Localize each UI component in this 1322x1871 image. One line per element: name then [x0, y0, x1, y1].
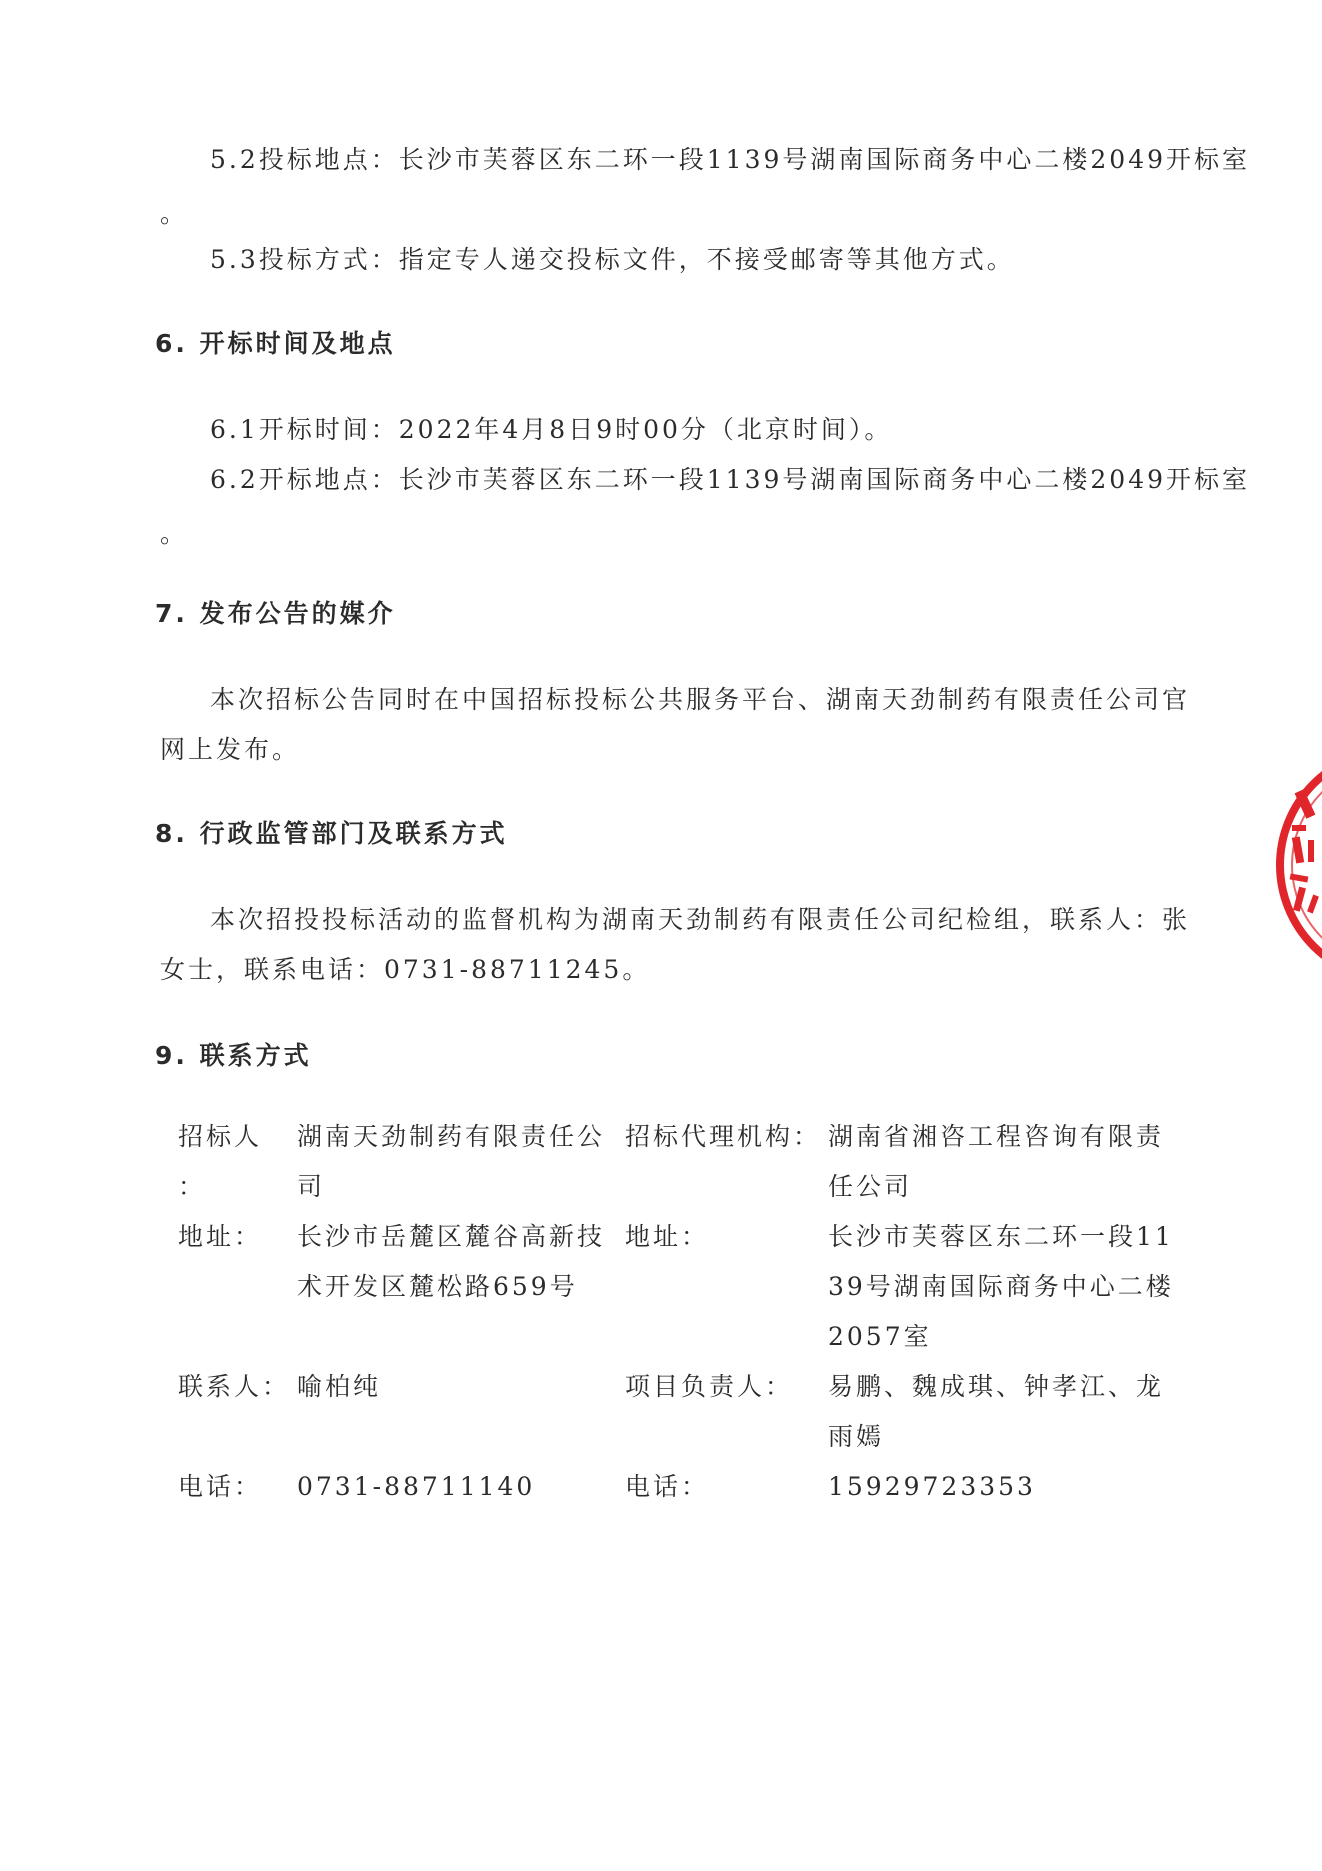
item-5-3: 5.3投标方式：指定专人递交投标文件，不接受邮寄等其他方式。: [210, 245, 1015, 274]
tenderer-value-line1: 湖南天劲制药有限责任公: [297, 1122, 606, 1151]
tenderer-label-line2: ：: [178, 1172, 207, 1201]
contact-value: 喻柏纯: [297, 1372, 382, 1401]
section-8-line2: 女士，联系电话：0731-88711245。: [160, 955, 651, 984]
item-5-2-line2: 。: [160, 199, 189, 228]
item-5-2-line1: 5.2投标地点：长沙市芙蓉区东二环一段1139号湖南国际商务中心二楼2049开标室: [210, 145, 1251, 174]
phone-value-left: 0731-88711140: [297, 1472, 536, 1501]
pm-label: 项目负责人：: [625, 1372, 794, 1401]
agency-value-line1: 湖南省湘咨工程咨询有限责: [828, 1122, 1165, 1151]
address-value-left-line1: 长沙市岳麓区麓谷高新技: [297, 1222, 606, 1251]
item-6-2-line1: 6.2开标地点：长沙市芙蓉区东二环一段1139号湖南国际商务中心二楼2049开标室: [210, 465, 1251, 494]
address-value-right-line2: 39号湖南国际商务中心二楼: [828, 1272, 1174, 1301]
section-8-heading: 8. 行政监管部门及联系方式: [155, 819, 508, 848]
pm-value-line1: 易鹏、魏成琪、钟孝江、龙: [828, 1372, 1165, 1401]
agency-value-line2: 任公司: [828, 1172, 913, 1201]
section-7-line1: 本次招标公告同时在中国招标投标公共服务平台、湖南天劲制药有限责任公司官: [210, 685, 1191, 714]
company-seal-stamp: [1270, 745, 1322, 985]
item-6-1: 6.1开标时间：2022年4月8日9时00分（北京时间）。: [210, 415, 893, 444]
address-label-left: 地址：: [178, 1222, 263, 1251]
section-8-line1: 本次招投投标活动的监督机构为湖南天劲制药有限责任公司纪检组，联系人：张: [210, 905, 1191, 934]
section-6-heading: 6. 开标时间及地点: [155, 329, 396, 358]
contact-label: 联系人：: [178, 1372, 291, 1401]
tenderer-value-line2: 司: [297, 1172, 326, 1201]
address-label-right: 地址：: [625, 1222, 710, 1251]
section-7-line2: 网上发布。: [160, 735, 301, 764]
address-value-right-line3: 2057室: [828, 1322, 932, 1351]
address-value-left-line2: 术开发区麓松路659号: [297, 1272, 578, 1301]
seal-ring: [1280, 750, 1322, 980]
address-value-right-line1: 长沙市芙蓉区东二环一段11: [828, 1222, 1174, 1251]
section-9-heading: 9. 联系方式: [155, 1041, 312, 1070]
phone-value-right: 15929723353: [828, 1472, 1036, 1501]
phone-label-left: 电话：: [178, 1472, 263, 1501]
pm-value-line2: 雨嫣: [828, 1422, 885, 1451]
item-6-2-line2: 。: [160, 519, 189, 548]
phone-label-right: 电话：: [625, 1472, 710, 1501]
section-7-heading: 7. 发布公告的媒介: [155, 599, 396, 628]
tenderer-label-line1: 招标人: [178, 1122, 263, 1151]
agency-label: 招标代理机构：: [625, 1122, 822, 1151]
